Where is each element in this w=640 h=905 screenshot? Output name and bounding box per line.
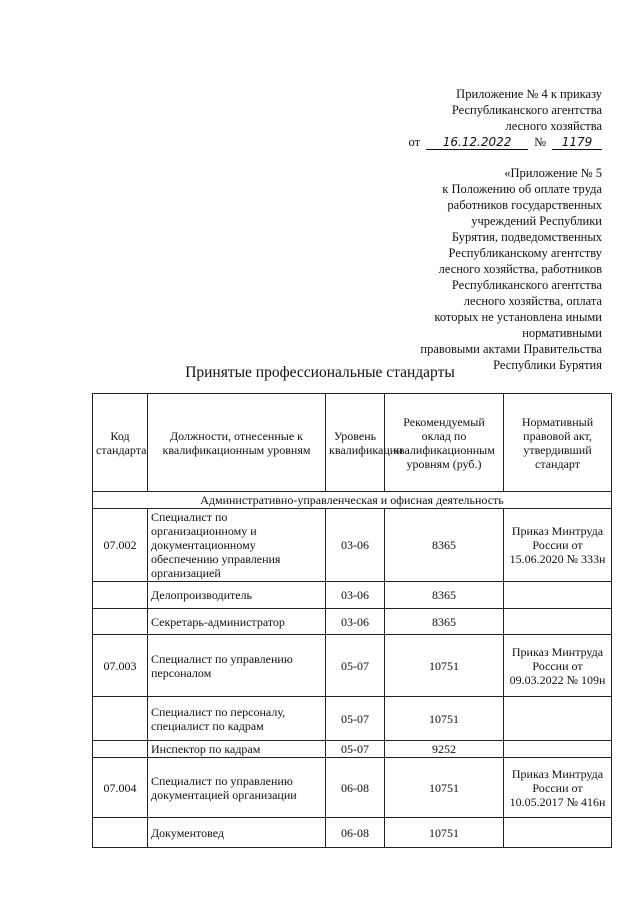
number-label: №	[534, 135, 546, 149]
order-date-number-line	[409, 134, 603, 150]
professional-standards-table	[92, 393, 612, 848]
column-header-position: Должности, отнесенные к квалификационным уровням	[148, 394, 326, 492]
table-row	[93, 509, 612, 582]
legal-act-cell	[504, 582, 612, 609]
order-appendix-header	[409, 86, 603, 150]
column-header-level: Уровень квалификации	[326, 394, 385, 492]
standard-code-cell	[93, 582, 148, 609]
level-cell: 06-08	[326, 818, 385, 848]
salary-cell: 8365	[385, 509, 504, 582]
position-cell: Делопроизводитель	[148, 582, 326, 609]
position-cell: Документовед	[148, 818, 326, 848]
position-cell: Специалист по организационному и документационному обеспечению управления организацией	[148, 509, 326, 582]
from-label: от	[408, 135, 421, 149]
level-cell: 03-06	[326, 582, 385, 609]
column-header-legal-act: Нормативный правовой акт, утвердивший стандарт	[504, 394, 612, 492]
salary-cell: 8365	[385, 609, 504, 635]
standard-code-cell	[93, 818, 148, 848]
position-cell: Специалист по управлению персоналом	[148, 635, 326, 697]
table-row	[93, 635, 612, 697]
appendix-line: которых не установлена иными	[434, 310, 602, 324]
table-row	[93, 741, 612, 758]
standard-code-cell: 07.002	[93, 509, 148, 582]
salary-cell: 9252	[385, 741, 504, 758]
standard-code-cell: 07.003	[93, 635, 148, 697]
table-row	[93, 697, 612, 741]
appendix-line: Республиканскому агентству	[448, 246, 602, 260]
table-row	[93, 609, 612, 635]
standard-code-cell	[93, 741, 148, 758]
appendix-line: нормативными	[522, 326, 602, 340]
salary-cell: 10751	[385, 758, 504, 818]
level-cell: 03-06	[326, 609, 385, 635]
handwritten-date: 16.12.2022	[426, 135, 528, 150]
appendix-line: правовыми актами Правительства	[420, 342, 602, 356]
level-cell: 05-07	[326, 741, 385, 758]
salary-cell: 8365	[385, 582, 504, 609]
appendix-line: Бурятия, подведомственных	[451, 230, 602, 244]
table-row	[93, 818, 612, 848]
appendix-line: лесного хозяйства, работников	[438, 262, 602, 276]
handwritten-order-number: 1179	[552, 135, 602, 150]
header-line: Республиканского агентства	[451, 103, 602, 117]
appendix-line: работников государственных	[447, 198, 602, 212]
column-header-salary: Рекомендуемый оклад по квалификационным уровням (руб.)	[385, 394, 504, 492]
appendix-line: Республиканского агентства	[451, 278, 602, 292]
column-header-code: Код стандарта	[93, 394, 148, 492]
position-cell: Секретарь-администратор	[148, 609, 326, 635]
standard-code-cell: 07.004	[93, 758, 148, 818]
legal-act-cell	[504, 818, 612, 848]
appendix-line: «Приложение № 5	[504, 166, 602, 180]
level-cell: 03-06	[326, 509, 385, 582]
section-row	[93, 492, 612, 509]
legal-act-cell: Приказ Минтруда России от 09.03.2022 № 109н	[504, 635, 612, 697]
table-row	[93, 758, 612, 818]
level-cell: 05-07	[326, 635, 385, 697]
standard-code-cell	[93, 609, 148, 635]
header-line: Приложение № 4 к приказу	[456, 87, 602, 101]
legal-act-cell: Приказ Минтруда России от 10.05.2017 № 416н	[504, 758, 612, 818]
legal-act-cell	[504, 741, 612, 758]
legal-act-cell	[504, 609, 612, 635]
document-title: Принятые профессиональные стандарты	[185, 364, 455, 381]
section-title: Административно-управленческая и офисная деятельность	[93, 492, 612, 509]
appendix-line: учреждений Республики	[471, 214, 602, 228]
header-line: лесного хозяйства	[505, 119, 602, 133]
appendix-line: Республики Бурятия	[493, 358, 602, 372]
salary-cell: 10751	[385, 697, 504, 741]
level-cell: 05-07	[326, 697, 385, 741]
position-cell: Инспектор по кадрам	[148, 741, 326, 758]
table-row	[93, 582, 612, 609]
position-cell: Специалист по персоналу, специалист по кадрам	[148, 697, 326, 741]
level-cell: 06-08	[326, 758, 385, 818]
salary-cell: 10751	[385, 818, 504, 848]
table-header-row	[93, 394, 612, 492]
appendix-line: к Положению об оплате труда	[442, 182, 602, 196]
appendix-line: лесного хозяйства, оплата	[463, 294, 602, 308]
standard-code-cell	[93, 697, 148, 741]
position-cell: Специалист по управлению документацией организации	[148, 758, 326, 818]
legal-act-cell	[504, 697, 612, 741]
salary-cell: 10751	[385, 635, 504, 697]
legal-act-cell: Приказ Минтруда России от 15.06.2020 № 333н	[504, 509, 612, 582]
appendix-5-reference	[420, 165, 602, 373]
